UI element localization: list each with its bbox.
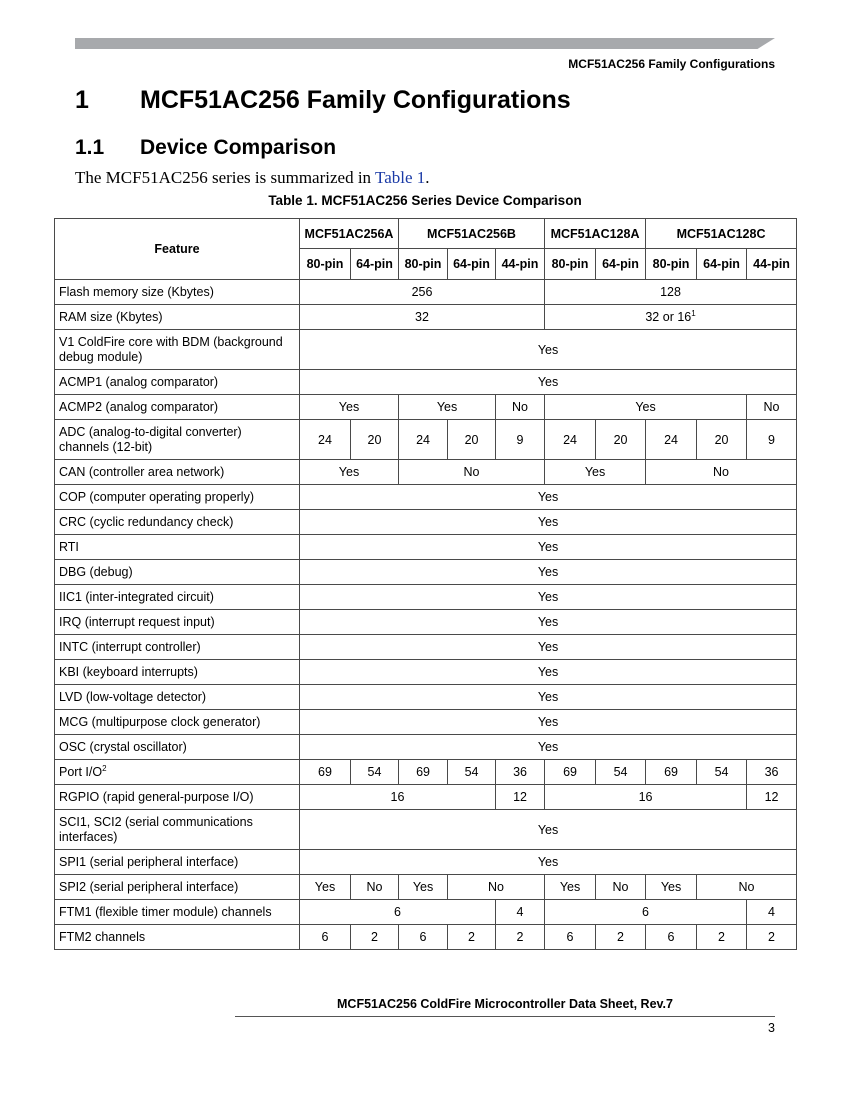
table-row: [55, 760, 797, 785]
cell-value: 69: [563, 765, 577, 779]
device-header: MCF51AC256A: [300, 219, 399, 249]
cell-value: Yes: [537, 515, 559, 529]
section-number: 1: [75, 86, 89, 114]
cell-value: 6: [394, 905, 401, 919]
cell-value: 2: [516, 930, 524, 944]
value-cell: [399, 925, 448, 950]
value-cell: [596, 420, 646, 460]
value-cell: [399, 420, 448, 460]
value-cell: [351, 875, 399, 900]
intro-text: The MCF51AC256 series is summarized in: [75, 168, 375, 187]
value-cell: [300, 305, 545, 330]
feature-cell: [55, 660, 300, 685]
cell-value: Yes: [537, 640, 559, 654]
page-number: 3: [768, 1021, 775, 1035]
feature-label: ACMP1 (analog comparator): [59, 374, 219, 389]
cell-value: Yes: [660, 880, 682, 894]
table-row: [55, 710, 797, 735]
feature-cell: [55, 535, 300, 560]
table-row: [55, 395, 797, 420]
feature-label: INTC (interrupt controller): [59, 639, 201, 654]
table-row: [55, 610, 797, 635]
cell-value: 6: [321, 930, 329, 944]
value-cell: [300, 585, 797, 610]
value-cell: [300, 635, 797, 660]
cell-value: 4: [516, 905, 524, 919]
footnote-marker: 1: [691, 308, 696, 318]
value-cell: [545, 395, 747, 420]
table-row: [55, 485, 797, 510]
pin-header: 64-pin: [448, 249, 496, 280]
device-header-row: [55, 219, 797, 249]
value-cell: [596, 760, 646, 785]
section-title: MCF51AC256 Family Configurations: [140, 86, 571, 114]
cell-value: 32 or 16: [645, 310, 692, 324]
footer-title: MCF51AC256 ColdFire Microcontroller Data Sheet, Rev.7: [337, 997, 673, 1011]
value-cell: [697, 875, 797, 900]
value-cell: [300, 560, 797, 585]
table-row: [55, 635, 797, 660]
value-cell: [300, 785, 496, 810]
feature-label: IIC1 (inter-integrated circuit): [59, 589, 214, 604]
feature-label: FTM2 channels: [59, 929, 146, 944]
value-cell: [300, 330, 797, 370]
value-cell: [545, 785, 747, 810]
cell-value: Yes: [537, 665, 559, 679]
feature-cell: [55, 900, 300, 925]
cell-value: 16: [638, 790, 653, 804]
value-cell: [646, 420, 697, 460]
cell-value: Yes: [537, 375, 559, 389]
feature-label: Port I/O: [59, 764, 103, 779]
pin-header: 80-pin: [399, 249, 448, 280]
value-cell: [399, 460, 545, 485]
table-row: [55, 660, 797, 685]
running-header: MCF51AC256 Family Configurations: [568, 57, 775, 71]
value-cell: [596, 925, 646, 950]
cell-value: No: [366, 880, 383, 894]
cell-value: 20: [464, 432, 479, 447]
feature-cell: [55, 925, 300, 950]
value-cell: [351, 760, 399, 785]
value-cell: [545, 305, 797, 330]
cell-value: 54: [367, 765, 382, 779]
value-cell: [300, 610, 797, 635]
value-cell: [300, 535, 797, 560]
cell-value: Yes: [537, 490, 559, 504]
value-cell: [545, 760, 596, 785]
value-cell: [646, 925, 697, 950]
pin-header: 80-pin: [300, 249, 351, 280]
cell-value: 12: [513, 790, 527, 804]
table-row: [55, 685, 797, 710]
feature-label: KBI (keyboard interrupts): [59, 664, 198, 679]
device-header: MCF51AC256B: [399, 219, 545, 249]
table-row: [55, 585, 797, 610]
cell-value: 6: [642, 905, 649, 919]
value-cell: [545, 900, 747, 925]
value-cell: [496, 900, 545, 925]
value-cell: [697, 925, 747, 950]
intro-paragraph: [75, 168, 430, 188]
cell-value: No: [612, 880, 629, 894]
feature-label: COP (computer operating properly): [59, 489, 254, 504]
table-row: [55, 330, 797, 370]
pin-header: 64-pin: [596, 249, 646, 280]
feature-label: SPI1 (serial peripheral interface): [59, 854, 239, 869]
value-cell: [448, 420, 496, 460]
section-heading: [75, 86, 571, 115]
feature-column-header: Feature: [55, 219, 300, 280]
cell-value: 2: [468, 930, 475, 944]
table-row: [55, 785, 797, 810]
cell-value: 4: [768, 905, 775, 919]
cell-value: Yes: [537, 715, 559, 729]
value-cell: [747, 395, 797, 420]
value-cell: [300, 510, 797, 535]
value-cell: [545, 875, 596, 900]
cell-value: 69: [318, 765, 332, 779]
device-header: MCF51AC128C: [646, 219, 797, 249]
device-header: MCF51AC128A: [545, 219, 646, 249]
feature-label: LVD (low-voltage detector): [59, 689, 207, 704]
cell-value: 24: [318, 432, 332, 447]
feature-cell: [55, 280, 300, 305]
value-cell: [448, 925, 496, 950]
feature-label: RAM size (Kbytes): [59, 309, 163, 324]
cell-value: 128: [660, 285, 681, 299]
value-cell: [646, 875, 697, 900]
feature-cell: [55, 685, 300, 710]
value-cell: [300, 395, 399, 420]
cell-value: 16: [390, 790, 405, 804]
feature-cell: [55, 485, 300, 510]
cell-value: 24: [416, 432, 430, 447]
table-row: [55, 460, 797, 485]
cell-value: No: [713, 465, 730, 479]
feature-label: ADC (analog-to-digital converter) channels (12-bit): [59, 424, 242, 454]
cell-value: Yes: [338, 400, 360, 414]
value-cell: [496, 395, 545, 420]
table-row: [55, 305, 797, 330]
value-cell: [300, 735, 797, 760]
value-cell: [496, 420, 545, 460]
value-cell: [300, 875, 351, 900]
value-cell: [300, 685, 797, 710]
cell-value: 12: [764, 790, 779, 804]
table-row: [55, 850, 797, 875]
value-cell: [300, 660, 797, 685]
feature-label: DBG (debug): [59, 564, 133, 579]
value-cell: [300, 370, 797, 395]
feature-label: IRQ (interrupt request input): [59, 614, 215, 629]
cell-value: Yes: [584, 465, 606, 479]
cell-value: 24: [664, 432, 678, 447]
feature-cell: [55, 635, 300, 660]
table-row: [55, 735, 797, 760]
pin-header: 64-pin: [697, 249, 747, 280]
value-cell: [747, 420, 797, 460]
value-cell: [300, 810, 797, 850]
feature-cell: [55, 710, 300, 735]
feature-cell: [55, 370, 300, 395]
cell-value: No: [463, 465, 480, 479]
value-cell: [399, 760, 448, 785]
cell-value: Yes: [537, 565, 559, 579]
value-cell: [300, 485, 797, 510]
value-cell: [496, 785, 545, 810]
cell-value: 6: [667, 930, 675, 944]
feature-cell: [55, 610, 300, 635]
table-row: [55, 280, 797, 305]
value-cell: [747, 900, 797, 925]
cell-value: 2: [371, 930, 378, 944]
table-row: [55, 370, 797, 395]
device-comparison-table: [54, 218, 797, 950]
cell-value: Yes: [537, 822, 559, 837]
value-cell: [351, 925, 399, 950]
cell-value: 2: [768, 930, 775, 944]
footer-rule: [235, 1016, 775, 1017]
cell-value: 6: [566, 930, 574, 944]
feature-cell: [55, 330, 300, 370]
cell-value: 32: [415, 310, 429, 324]
feature-cell: [55, 810, 300, 850]
cell-value: Yes: [436, 400, 458, 414]
feature-cell: [55, 760, 300, 785]
cell-value: Yes: [635, 400, 656, 414]
cell-value: Yes: [537, 740, 559, 754]
table-row: [55, 560, 797, 585]
feature-label: RGPIO (rapid general-purpose I/O): [59, 789, 254, 804]
header-rule-bar: [75, 38, 775, 49]
cell-value: 36: [764, 765, 779, 779]
feature-cell: [55, 460, 300, 485]
cell-value: 36: [513, 765, 527, 779]
feature-cell: [55, 305, 300, 330]
cell-value: 20: [714, 432, 729, 447]
cell-value: 9: [768, 432, 775, 447]
value-cell: [747, 785, 797, 810]
intro-period: .: [425, 168, 430, 187]
value-cell: [646, 460, 797, 485]
table-row: [55, 875, 797, 900]
feature-label: SCI1, SCI2 (serial communications interfaces): [59, 814, 253, 844]
table-caption: Table 1. MCF51AC256 Series Device Comparison: [268, 193, 582, 208]
value-cell: [496, 925, 545, 950]
feature-cell: [55, 785, 300, 810]
cell-value: Yes: [537, 855, 559, 869]
value-cell: [596, 875, 646, 900]
value-cell: [300, 900, 496, 925]
cell-value: 9: [516, 432, 524, 447]
cell-value: Yes: [537, 590, 559, 604]
table-row: [55, 510, 797, 535]
cell-value: 69: [416, 765, 430, 779]
cell-value: Yes: [314, 880, 336, 894]
value-cell: [300, 280, 545, 305]
feature-cell: [55, 875, 300, 900]
feature-label: CRC (cyclic redundancy check): [59, 514, 234, 529]
cell-value: 69: [664, 765, 678, 779]
value-cell: [545, 280, 797, 305]
feature-label: ACMP2 (analog comparator): [59, 399, 219, 414]
cell-value: 20: [613, 432, 628, 447]
table-body: [55, 280, 797, 950]
pin-header: 44-pin: [747, 249, 797, 280]
table-row: [55, 925, 797, 950]
cell-value: No: [512, 400, 528, 414]
value-cell: [300, 760, 351, 785]
cell-value: Yes: [537, 690, 559, 704]
cell-value: 24: [563, 432, 577, 447]
cell-value: No: [763, 400, 780, 414]
pin-header: 80-pin: [646, 249, 697, 280]
cell-value: 54: [613, 765, 628, 779]
cell-value: Yes: [412, 880, 434, 894]
feature-label: OSC (crystal oscillator): [59, 739, 187, 754]
subsection-heading: [75, 136, 336, 160]
feature-cell: [55, 850, 300, 875]
value-cell: [448, 760, 496, 785]
cell-value: 54: [714, 765, 729, 779]
cell-value: Yes: [537, 615, 559, 629]
subsection-number: 1.1: [75, 136, 105, 159]
table-row: [55, 535, 797, 560]
feature-label: FTM1 (flexible timer module) channels: [59, 904, 272, 919]
value-cell: [448, 875, 545, 900]
feature-label: Flash memory size (Kbytes): [59, 284, 214, 299]
cell-value: 6: [419, 930, 427, 944]
feature-label: V1 ColdFire core with BDM (background debug module): [59, 334, 283, 364]
value-cell: [697, 760, 747, 785]
feature-cell: [55, 735, 300, 760]
pin-header: 80-pin: [545, 249, 596, 280]
cell-value: Yes: [537, 342, 559, 357]
cell-value: 20: [367, 432, 382, 447]
table-row: [55, 900, 797, 925]
value-cell: [300, 420, 351, 460]
value-cell: [300, 925, 351, 950]
feature-label: SPI2 (serial peripheral interface): [59, 879, 239, 894]
value-cell: [545, 460, 646, 485]
pin-header: 64-pin: [351, 249, 399, 280]
value-cell: [351, 420, 399, 460]
cell-value: 256: [411, 285, 433, 299]
feature-cell: [55, 395, 300, 420]
feature-label: MCG (multipurpose clock generator): [59, 714, 261, 729]
footnote-marker: 2: [102, 763, 107, 773]
feature-cell: [55, 585, 300, 610]
table-row: [55, 420, 797, 460]
pin-header: 44-pin: [496, 249, 545, 280]
feature-label: RTI: [59, 539, 79, 554]
table-reference-link[interactable]: Table 1: [375, 168, 426, 187]
cell-value: No: [738, 880, 755, 894]
value-cell: [300, 710, 797, 735]
table-row: [55, 810, 797, 850]
value-cell: [697, 420, 747, 460]
cell-value: Yes: [537, 540, 559, 554]
feature-cell: [55, 510, 300, 535]
value-cell: [496, 760, 545, 785]
cell-value: Yes: [338, 465, 360, 479]
feature-cell: [55, 560, 300, 585]
value-cell: [300, 850, 797, 875]
value-cell: [545, 420, 596, 460]
value-cell: [747, 760, 797, 785]
cell-value: No: [488, 880, 504, 894]
subsection-title: Device Comparison: [140, 136, 337, 159]
value-cell: [399, 395, 496, 420]
value-cell: [545, 925, 596, 950]
value-cell: [399, 875, 448, 900]
value-cell: [646, 760, 697, 785]
value-cell: [747, 925, 797, 950]
feature-cell: [55, 420, 300, 460]
cell-value: 2: [718, 930, 725, 944]
cell-value: Yes: [559, 880, 581, 894]
cell-value: 54: [464, 765, 479, 779]
value-cell: [300, 460, 399, 485]
cell-value: 2: [617, 930, 624, 944]
feature-label: CAN (controller area network): [59, 464, 225, 479]
